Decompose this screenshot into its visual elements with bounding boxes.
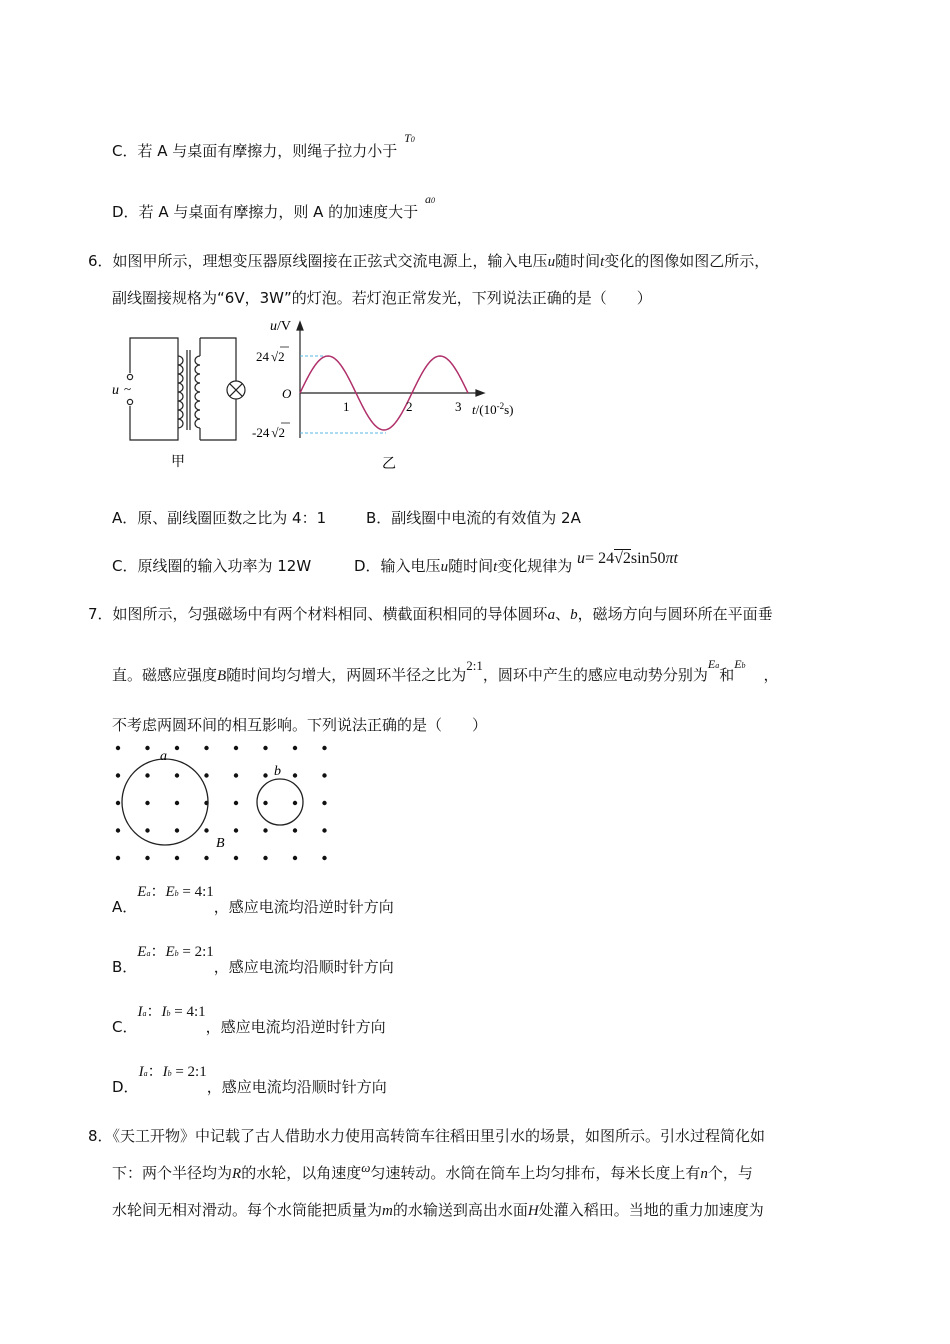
field-dot bbox=[234, 828, 238, 832]
field-dot bbox=[204, 856, 208, 860]
y-axis-label: u/V bbox=[270, 319, 291, 334]
field-dot bbox=[293, 856, 297, 860]
origin-label: O bbox=[282, 386, 292, 401]
field-dot bbox=[175, 746, 179, 750]
field-dot bbox=[263, 773, 267, 777]
option-label: C． bbox=[112, 142, 138, 160]
field-dot bbox=[263, 856, 267, 860]
field-dot bbox=[322, 801, 326, 805]
formula-a0: a0 bbox=[424, 192, 435, 206]
field-dot bbox=[145, 746, 149, 750]
field-dot bbox=[293, 746, 297, 750]
ring-a bbox=[122, 759, 208, 845]
field-dot bbox=[204, 773, 208, 777]
field-dot bbox=[322, 828, 326, 832]
y-tick-top: 24 √2 bbox=[256, 349, 285, 364]
option-label: D． bbox=[112, 203, 139, 221]
q6-option-c: C．原线圈的输入功率为 12W bbox=[112, 557, 312, 575]
question-number: 7． bbox=[88, 605, 113, 623]
field-dot bbox=[293, 801, 297, 805]
field-dot bbox=[234, 856, 238, 860]
field-b-label: B bbox=[216, 836, 225, 851]
q5-option-d bbox=[112, 192, 435, 222]
q6-option-d: D．输入电压u随时间t变化规律为 u= 24√2sin50πt bbox=[354, 550, 678, 575]
field-dot bbox=[175, 856, 179, 860]
voltage-graph bbox=[248, 316, 518, 476]
question-number: 6． bbox=[88, 252, 113, 270]
q6-option-b: B．副线圈中电流的有效值为 2A bbox=[366, 509, 581, 527]
field-dot bbox=[116, 828, 120, 832]
x-tick-2: 2 bbox=[406, 399, 413, 414]
q5-option-c bbox=[112, 131, 415, 161]
field-dot bbox=[116, 773, 120, 777]
field-dot bbox=[293, 773, 297, 777]
q7-option-a: A．Ea：Eb = 4:1，感应电流均沿逆时针方向 bbox=[112, 884, 394, 916]
field-dot bbox=[116, 856, 120, 860]
field-dot bbox=[204, 746, 208, 750]
field-dot bbox=[263, 801, 267, 805]
q6-option-a: A．原、副线圈匝数之比为 4：1 bbox=[112, 509, 327, 527]
q8-stem-line1: 8．《天工开物》中记载了古人借助水力使用高转筒车往稻田里引水的场景，如图所示。引水过程简化如 bbox=[88, 1127, 766, 1145]
option-text: 若 A 与桌面有摩擦力，则 A 的加速度大于 bbox=[138, 203, 419, 221]
q7-option-c: C．Ia：Ib = 4:1，感应电流均沿逆时针方向 bbox=[112, 1004, 386, 1036]
field-dot bbox=[175, 773, 179, 777]
ring-a-label: a bbox=[160, 749, 167, 764]
x-tick-1: 1 bbox=[343, 399, 350, 414]
field-dot bbox=[175, 801, 179, 805]
field-dot bbox=[234, 801, 238, 805]
q7-option-d: D．Ia：Ib = 2:1，感应电流均沿顺时针方向 bbox=[112, 1064, 387, 1096]
question-number: 8． bbox=[88, 1127, 113, 1145]
ring-b-label: b bbox=[274, 764, 281, 779]
field-dot bbox=[116, 801, 120, 805]
field-dot bbox=[145, 801, 149, 805]
caption-yi: 乙 bbox=[382, 456, 396, 472]
q6-stem-line1: 6．如图甲所示，理想变压器原线圈接在正弦式交流电源上，输入电压u随时间t变化的图像如图乙所示， bbox=[88, 252, 770, 270]
q8-stem-line2: 下：两个半径均为R的水轮，以角速度ω匀速转动。水筒在筒车上均匀排布，每米长度上有n个，与 bbox=[112, 1160, 753, 1182]
caption-jia: 甲 bbox=[171, 454, 185, 470]
field-dot bbox=[145, 828, 149, 832]
u-label: u bbox=[112, 383, 119, 398]
formula-t0: T0 bbox=[404, 131, 415, 145]
field-dot bbox=[263, 746, 267, 750]
field-dot bbox=[263, 828, 267, 832]
field-dot bbox=[322, 773, 326, 777]
q7-stem-line1: 7．如图所示，匀强磁场中有两个材料相同、横截面积相同的导体圆环a、b，磁场方向与圆环所在平面垂 bbox=[88, 605, 773, 623]
transformer-figure bbox=[110, 328, 250, 476]
field-dot bbox=[293, 828, 297, 832]
field-dot bbox=[322, 746, 326, 750]
ac-tilde: ~ bbox=[124, 381, 132, 396]
field-dot bbox=[116, 746, 120, 750]
q7-stem-line3: 不考虑两圆环间的相互影响。下列说法正确的是（ ） bbox=[112, 716, 488, 734]
y-tick-bottom: -24 √2 bbox=[252, 425, 285, 440]
field-dot bbox=[234, 773, 238, 777]
field-dot bbox=[145, 773, 149, 777]
q7-option-b: B．Ea：Eb = 2:1，感应电流均沿顺时针方向 bbox=[112, 944, 394, 976]
field-dot bbox=[145, 856, 149, 860]
field-dot bbox=[234, 746, 238, 750]
magnetic-field-figure bbox=[108, 740, 338, 865]
field-dot bbox=[204, 828, 208, 832]
x-tick-3: 3 bbox=[455, 399, 462, 414]
option-text: 若 A 与桌面有摩擦力，则绳子拉力小于 bbox=[137, 142, 398, 160]
q8-stem-line3: 水轮间无相对滑动。每个水筒能把质量为m的水输送到高出水面H处灌入稻田。当地的重力加速度为 bbox=[112, 1201, 764, 1219]
q7-stem-line2: 直。磁感应强度B随时间均匀增大，两圆环半径之比为2:1，圆环中产生的感应电动势分别为$^{Ea}$和$^{Eb}$， bbox=[112, 657, 779, 684]
field-dot bbox=[175, 828, 179, 832]
field-dot bbox=[322, 856, 326, 860]
x-axis-label: $t/(10^{-2}s)$ bbox=[472, 401, 514, 417]
formula-u: u= 24√2sin50πt bbox=[577, 550, 678, 567]
q6-stem-line2: 副线圈接规格为“6V，3W”的灯泡。若灯泡正常发光，下列说法正确的是（ ） bbox=[112, 289, 652, 307]
